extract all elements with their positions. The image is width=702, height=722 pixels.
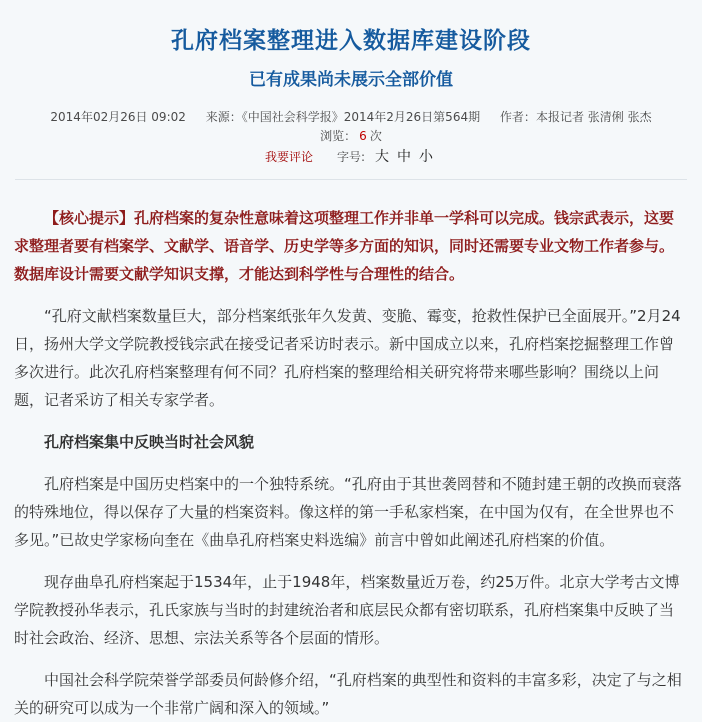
source-value: 《中国社会科学报》2014年2月26日第564期: [241, 110, 481, 124]
font-size-medium[interactable]: 中: [397, 149, 412, 165]
article-source: [206, 110, 480, 124]
source-label: 来源：: [205, 110, 242, 124]
author-value: 本报记者 张清俐 张杰: [535, 110, 652, 124]
views-unit: 次: [369, 129, 382, 143]
article-paragraph: 现存曲阜孔府档案起于1534年，止于1948年，档案数量近万卷，约25万件。北京大学考古文博学院教授孙华表示，孔氏家族与当时的封建统治者和底层民众都有密切联系，孔府档案集中反映了当时社会政治、经济、思想、宗法关系等各个层面的情形。: [14, 573, 680, 647]
highlight-paragraph: 【核心提示】孔府档案的复杂性意味着这项整理工作并非单一学科可以完成。钱宗武表示，这要求整理者要有档案学、文献学、语音学、历史学等多方面的知识，同时还需要专业文物工作者参与。数据库设计需要文献学知识支撑，才能达到科学性与合理性的结合。: [14, 209, 675, 283]
article-meta: [14, 108, 688, 146]
article-body: [14, 180, 688, 722]
views-label: 浏览：: [320, 129, 357, 143]
page-subtitle: 已有成果尚未展示全部价值: [249, 70, 453, 90]
article-paragraph: 中国社会科学院荣誉学部委员何龄修介绍，“孔府档案的典型性和资料的丰富多彩，决定了与之相关的研究可以成为一个非常广阔和深入的领域。”: [14, 671, 682, 717]
article-toolbar: [14, 148, 688, 167]
intro-paragraph: “孔府文献档案数量巨大，部分档案纸张年久发黄、变脆、霉变，抢救性保护已全面展开。”2月24日，扬州大学文学院教授钱宗武在接受记者采访时表示。新中国成立以来，孔府档案挖掘整理工作曾多次进行。此次孔府档案整理有何不同？孔府档案的整理给相关研究将带来哪些影响？围绕以上问题，记者采访了相关专家学者。: [14, 307, 681, 409]
views-count: 6: [359, 129, 367, 143]
font-size-small[interactable]: 小: [419, 149, 434, 165]
author-label: 作者：: [499, 110, 536, 124]
font-size-large[interactable]: 大: [375, 149, 390, 165]
views-counter: [320, 129, 382, 143]
article-author: [500, 110, 652, 124]
article-paragraph: 孔府档案是中国历史档案中的一个独特系统。“孔府由于其世袭罔替和不随封建王朝的改换而衰落的特殊地位，得以保存了大量的档案资料。像这样的第一手私家档案，在中国为仅有，在全世界也不多见。”已故史学家杨向奎在《曲阜孔府档案史料选编》前言中曾如此阐述孔府档案的价值。: [14, 475, 682, 549]
section-heading: 孔府档案集中反映当时社会风貌: [44, 433, 255, 451]
comment-link[interactable]: 我要评论: [264, 150, 313, 164]
article-date: 2014年02月26日 09:02: [50, 110, 186, 124]
font-size-label: 字号:: [336, 150, 366, 164]
page-title: 孔府档案整理进入数据库建设阶段: [171, 28, 531, 54]
